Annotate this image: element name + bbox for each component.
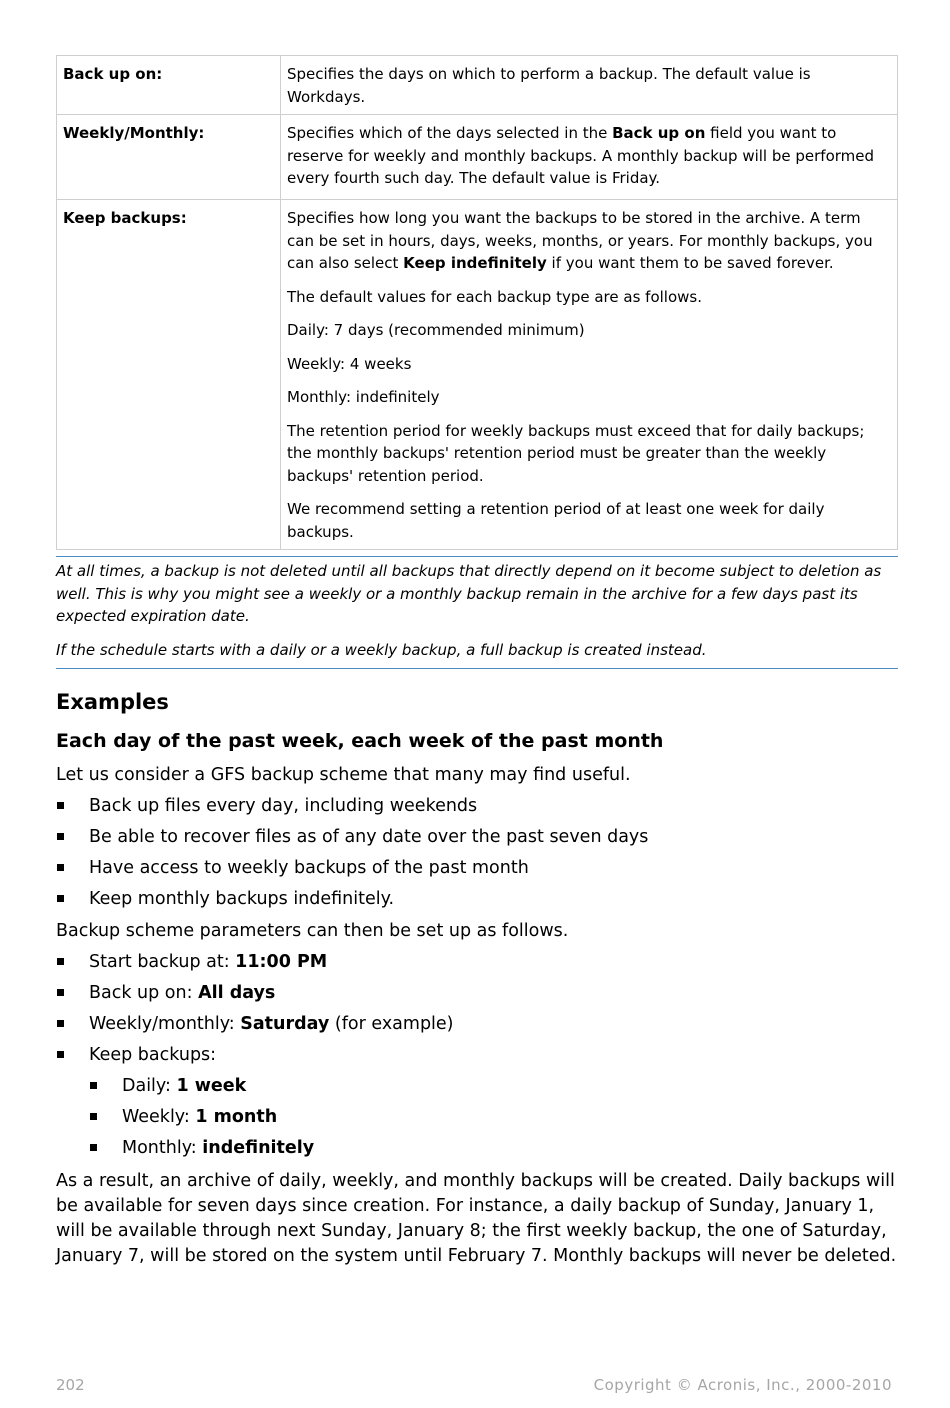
square-bullet-icon: [90, 1082, 97, 1089]
parameters-table: [56, 55, 898, 550]
bold-run: Keep indefinitely: [403, 254, 547, 272]
param-description: [281, 56, 898, 115]
text-run: Specifies how long you want the backups to be stored in the archive. A term can be set in hours, days, weeks, months, or years. For monthly backups, you can also select: [287, 209, 873, 272]
square-bullet-icon: [57, 833, 64, 840]
note-text: If the schedule starts with a daily or a weekly backup, a full backup is created instead.: [56, 640, 707, 659]
param-label: Back up on:: [89, 983, 199, 1003]
bold-run: Back up on: [612, 124, 706, 142]
description-text: The default values for each backup type are as follows.: [287, 287, 702, 306]
copyright-notice: Copyright © Acronis, Inc., 2000-2010: [593, 1376, 892, 1394]
param-value: 11:00 PM: [235, 952, 328, 972]
description-text: [287, 207, 891, 275]
text-run: field you want to reserve for weekly and monthly backups. A monthly backup will be performed every fourth such day. The default value is Friday.: [287, 124, 875, 187]
square-bullet-icon: [57, 989, 64, 996]
description-text: We recommend setting a retention period of at least one week for daily backups.: [287, 500, 825, 541]
square-bullet-icon: [57, 1051, 64, 1058]
list-item: [56, 950, 898, 981]
list-item: [56, 1105, 898, 1136]
square-bullet-icon: [57, 1020, 64, 1027]
param-value: Saturday: [240, 1014, 330, 1034]
param-value: indefinitely: [202, 1138, 315, 1158]
list-item: [56, 1043, 898, 1074]
param-description: [281, 115, 898, 200]
param-name: Keep backups:: [57, 200, 281, 550]
params-intro-paragraph: Backup scheme parameters can then be set up as follows.: [56, 921, 569, 941]
param-label: Weekly/monthly:: [89, 1014, 241, 1034]
description-text: Monthly: indefinitely: [287, 388, 440, 406]
description-text: [287, 122, 891, 190]
param-suffix: (for example): [329, 1014, 454, 1034]
list-item-text: Be able to recover files as of any date over the past seven days: [89, 827, 649, 847]
param-label: Start backup at:: [89, 952, 236, 972]
list-item: [56, 794, 898, 825]
note-text: At all times, a backup is not deleted until all backups that directly depend on it become subject to deletion as well. This is why you might see a weekly or a monthly backup remain in the archive for a few days past its expected expiration date.: [56, 562, 882, 625]
result-paragraph: As a result, an archive of daily, weekly, and monthly backups will be created. Daily backups will be available for seven days since creation. For instance, a daily backup of Sunday, January 1, will be available through next Sunday, January 8; the first weekly backup, the one of Saturday, January 7, will be stored on the system until February 7. Monthly backups will never be deleted.: [56, 1171, 897, 1266]
list-item-text: Back up files every day, including weekends: [89, 796, 478, 816]
square-bullet-icon: [57, 895, 64, 902]
table-row: [57, 115, 898, 200]
table-row: [57, 200, 898, 550]
description-text: Weekly: 4 weeks: [287, 354, 412, 373]
param-label: Keep backups:: [89, 1045, 217, 1065]
subsection-heading: Each day of the past week, each week of the past month: [56, 730, 664, 752]
list-item: [56, 856, 898, 887]
note-box: [56, 556, 898, 669]
description-text: Specifies the days on which to perform a backup. The default value is Workdays.: [287, 65, 811, 106]
list-item: [56, 1012, 898, 1043]
list-item: [56, 887, 898, 918]
param-label: Monthly:: [122, 1138, 203, 1158]
param-label: Weekly:: [122, 1107, 196, 1127]
param-value: All days: [198, 983, 276, 1003]
param-value: 1 month: [195, 1107, 278, 1127]
goals-list: [56, 794, 898, 918]
param-value: 1 week: [176, 1076, 247, 1096]
keep-backups-sublist: [56, 1074, 898, 1167]
description-text: The retention period for weekly backups must exceed that for daily backups; the monthly backups' retention period must be greater than the weekly backups' retention period.: [287, 421, 865, 485]
param-label: Daily:: [122, 1076, 177, 1096]
list-item: [56, 825, 898, 856]
list-item-text: Have access to weekly backups of the past month: [89, 858, 529, 878]
square-bullet-icon: [90, 1113, 97, 1120]
square-bullet-icon: [57, 958, 64, 965]
params-list: [56, 950, 898, 1074]
page-number: 202: [56, 1376, 85, 1394]
list-item-text: Keep monthly backups indefinitely.: [89, 889, 395, 909]
intro-paragraph: Let us consider a GFS backup scheme that many may find useful.: [56, 765, 631, 785]
section-heading: Examples: [56, 690, 169, 714]
description-text: Daily: 7 days (recommended minimum): [287, 321, 585, 339]
text-run: Specifies which of the days selected in the: [287, 124, 613, 142]
square-bullet-icon: [90, 1144, 97, 1151]
square-bullet-icon: [57, 864, 64, 871]
document-page: [56, 55, 898, 1269]
param-name: Back up on:: [57, 56, 281, 115]
list-item: [56, 1136, 898, 1167]
param-name: Weekly/Monthly:: [57, 115, 281, 200]
list-item: [56, 1074, 898, 1105]
list-item: [56, 981, 898, 1012]
text-run: if you want them to be saved forever.: [546, 254, 834, 272]
table-row: [57, 56, 898, 115]
square-bullet-icon: [57, 802, 64, 809]
param-description: [281, 200, 898, 550]
